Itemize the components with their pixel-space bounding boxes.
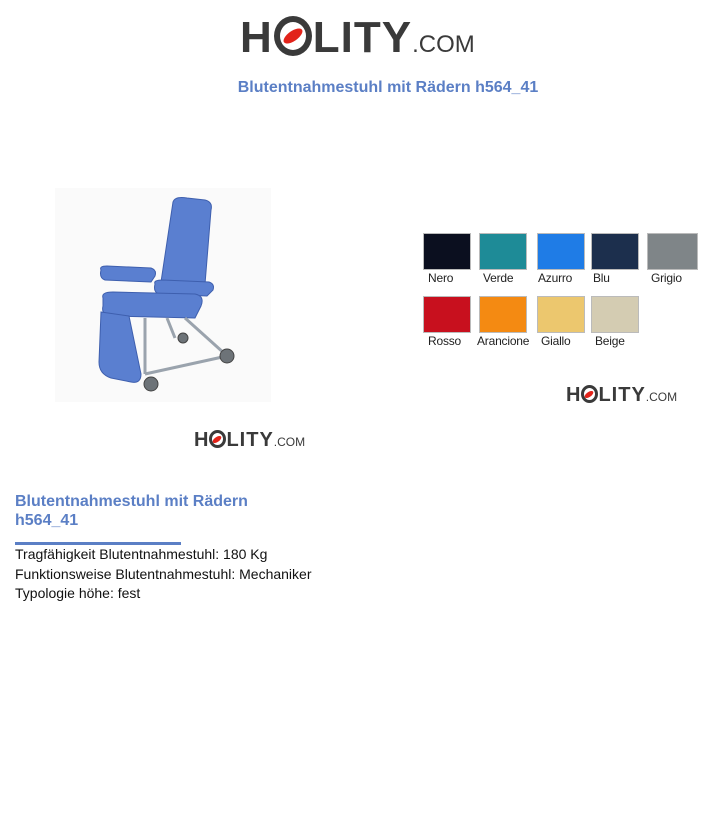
- product-specs: [15, 545, 312, 604]
- swatch-label: Verde: [483, 271, 514, 285]
- swatch-label: Giallo: [541, 334, 571, 348]
- product-image[interactable]: [55, 188, 271, 402]
- logo-letter-h: H: [240, 13, 273, 62]
- logo-letters: LITY: [312, 13, 413, 62]
- logo-o-icon: [274, 16, 312, 56]
- product-code: h564_41: [15, 512, 79, 529]
- logo-suffix: .COM: [412, 31, 475, 58]
- swatch-chip: [423, 233, 471, 270]
- product-title-line: Blutentnahmestuhl mit Rädern: [15, 493, 248, 510]
- logo-letter-h: H: [194, 429, 210, 451]
- swatch-chip: [537, 296, 585, 333]
- swatch-verde[interactable]: [479, 233, 527, 285]
- product-title: [15, 492, 315, 530]
- swatch-chip: [647, 233, 698, 270]
- swatch-arancione[interactable]: [477, 296, 530, 348]
- swatch-label: Rosso: [428, 334, 462, 348]
- swatch-label: Grigio: [651, 271, 682, 285]
- swatch-chip: [591, 296, 639, 333]
- brand-logo-small: [566, 383, 677, 409]
- blood-draw-chair-illustration: [55, 188, 271, 402]
- page-title: Blutentnahmestuhl mit Rädern h564_41: [237, 79, 539, 96]
- swatch-beige[interactable]: [591, 296, 639, 348]
- logo-o-icon: [581, 385, 598, 403]
- swatch-rosso[interactable]: [423, 296, 471, 348]
- spec-operation: Funktionsweise Blutentnahmestuhl: Mechaniker: [15, 565, 312, 582]
- swatch-label: Azurro: [538, 271, 573, 285]
- brand-logo[interactable]: [240, 12, 475, 70]
- swatch-label: Arancione: [477, 334, 530, 348]
- swatch-giallo[interactable]: [537, 296, 585, 348]
- swatch-chip: [479, 233, 527, 270]
- logo-suffix: .COM: [273, 435, 306, 449]
- swatch-blu[interactable]: [591, 233, 639, 285]
- swatch-nero[interactable]: [423, 233, 471, 285]
- brand-logo-small: [194, 428, 305, 454]
- logo-letters: LITY: [598, 384, 646, 406]
- logo-suffix: .COM: [645, 390, 678, 404]
- swatch-azurro[interactable]: [537, 233, 585, 285]
- logo-letters: LITY: [226, 429, 274, 451]
- logo-letter-h: H: [566, 384, 582, 406]
- swatch-label: Blu: [593, 271, 610, 285]
- swatch-grigio[interactable]: [647, 233, 695, 285]
- swatch-chip: [423, 296, 471, 333]
- logo-o-icon: [209, 430, 226, 448]
- swatch-chip: [591, 233, 639, 270]
- swatch-chip: [537, 233, 585, 270]
- spec-height-type: Typologie höhe: fest: [15, 585, 141, 601]
- spec-capacity: Tragfähigkeit Blutentnahmestuhl: 180 Kg: [15, 546, 268, 562]
- swatch-label: Nero: [428, 271, 454, 285]
- swatch-chip: [479, 296, 527, 333]
- swatch-label: Beige: [595, 334, 625, 348]
